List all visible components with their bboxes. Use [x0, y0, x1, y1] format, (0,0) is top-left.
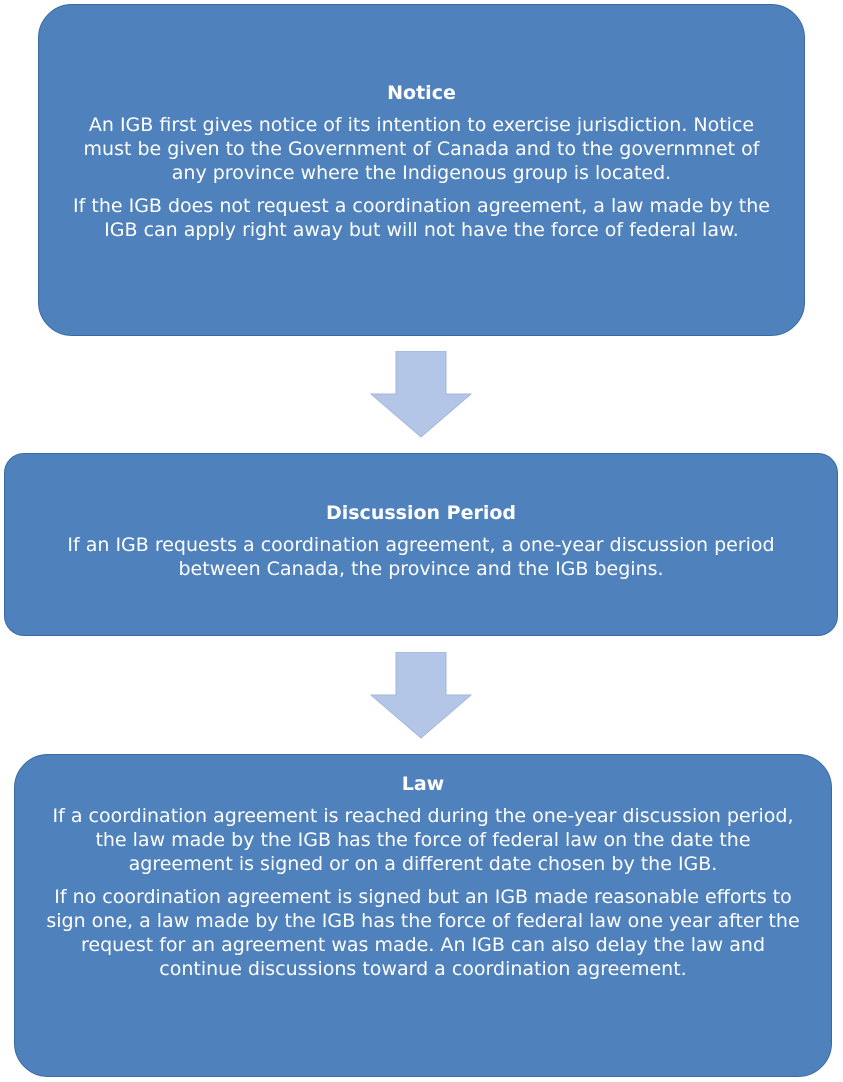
notice-title: Notice	[387, 82, 456, 104]
law-box	[14, 754, 832, 1077]
notice-paragraph-2: If the IGB does not request a coordination agreement, a law made by the IGB can apply right away but will not have the force of federal law.	[73, 195, 770, 241]
law-title: Law	[401, 773, 445, 795]
discussion-period-box	[4, 453, 838, 636]
law-paragraph-2: If no coordination agreement is signed but an IGB made reasonable efforts to sign one, a law made by the IGB has the force of federal law one year after the request for an agreement was made. An IGB can also delay the law and continue discussions toward a coordination agreement.	[46, 886, 800, 980]
discussion-period-title: Discussion Period	[325, 502, 517, 524]
law-paragraph-1: If a coordination agreement is reached during the one-year discussion period, the law made by the IGB has the force of federal law on the date the agreement is signed or on a different date chosen by the IGB.	[52, 805, 794, 875]
notice-box	[38, 4, 805, 336]
down-arrow-icon	[370, 652, 472, 739]
down-arrow-icon	[370, 351, 472, 438]
notice-paragraph-1: An IGB first gives notice of its intention to exercise jurisdiction. Notice must be given to the Government of Canada and to the governmnet of any province where the Indigenous group is located.	[83, 114, 760, 184]
discussion-period-paragraph: If an IGB requests a coordination agreement, a one-year discussion period between Canada, the province and the IGB begins.	[67, 534, 775, 580]
